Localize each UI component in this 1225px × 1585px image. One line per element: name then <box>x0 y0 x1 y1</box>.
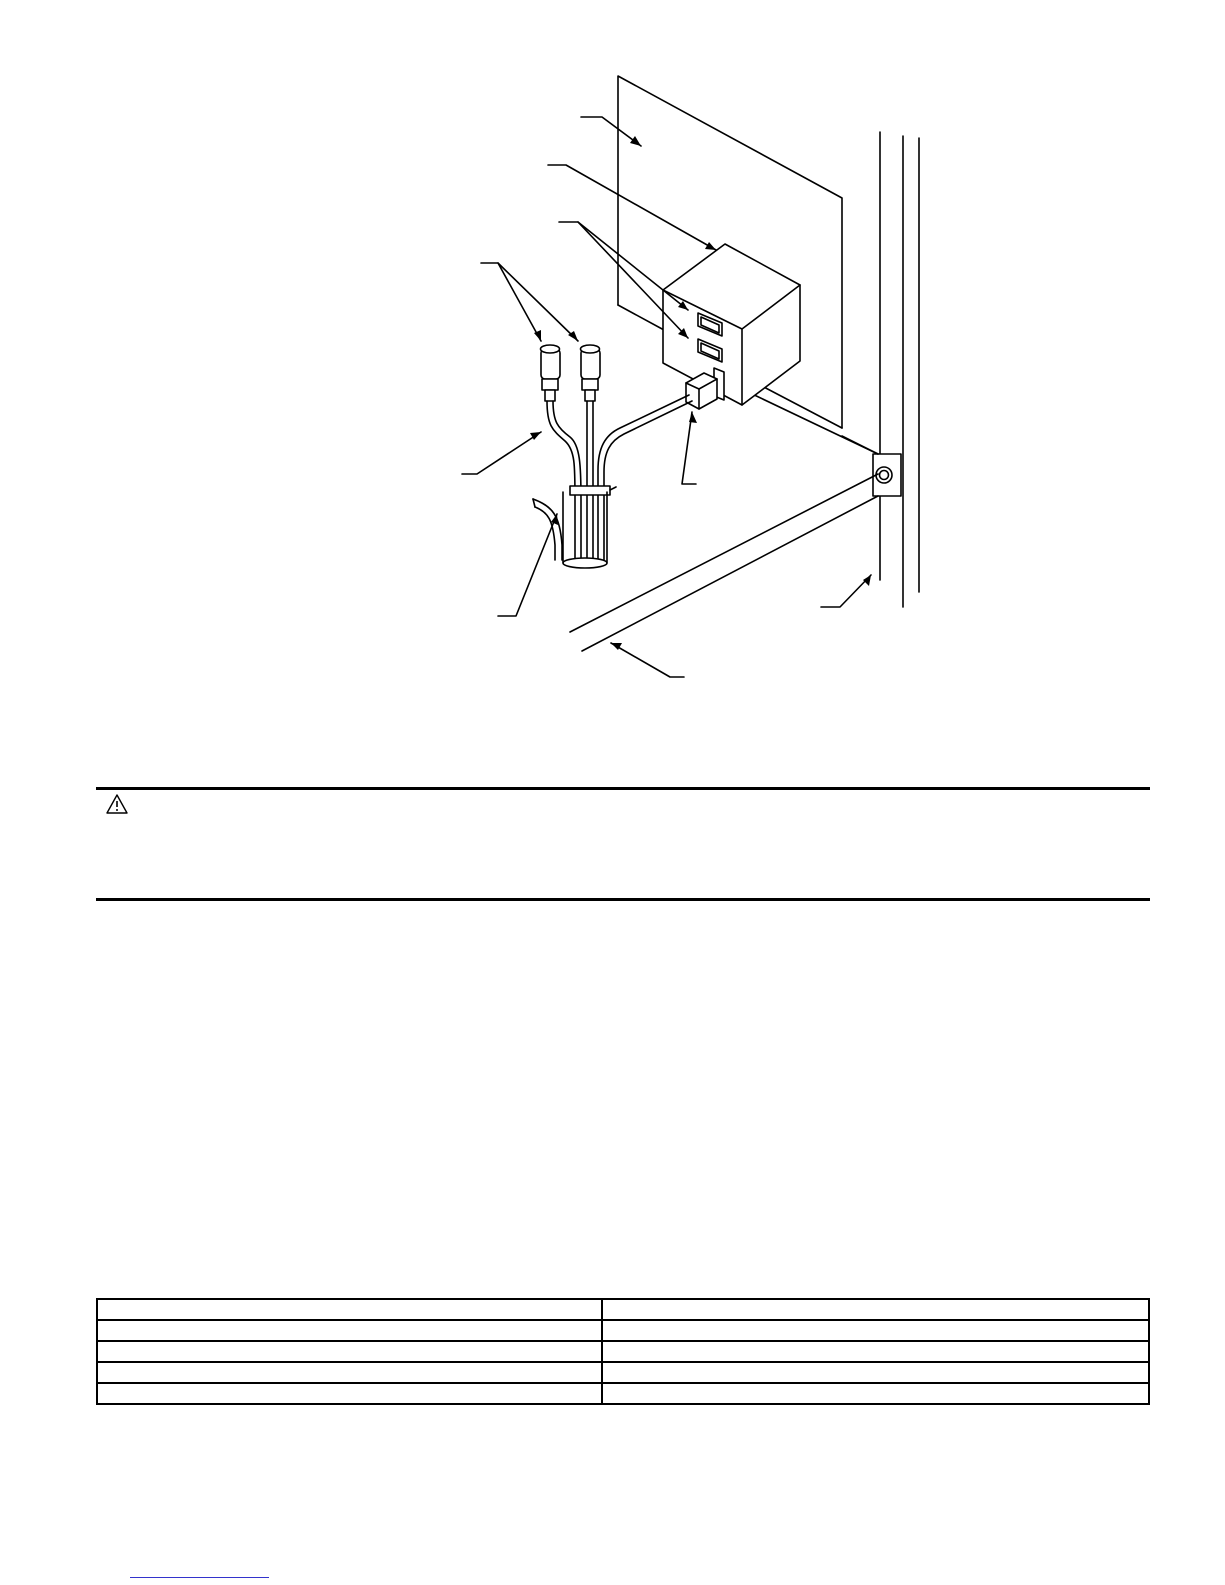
table-cell <box>97 1341 602 1362</box>
installation-diagram <box>0 0 1225 720</box>
warning-block <box>96 787 1150 901</box>
table-cell <box>97 1362 602 1383</box>
footer-link[interactable] <box>130 1577 269 1578</box>
spec-table <box>96 1298 1150 1405</box>
cable-bundle <box>547 395 692 568</box>
table-cell <box>97 1299 602 1320</box>
table-cell <box>602 1320 1149 1341</box>
sensor-caps <box>541 345 601 401</box>
table-cell <box>97 1320 602 1341</box>
table-cell <box>602 1341 1149 1362</box>
leader-lines <box>462 117 871 677</box>
table-row <box>97 1383 1149 1404</box>
table-row <box>97 1320 1149 1341</box>
junction-box <box>663 244 800 405</box>
hose <box>533 499 562 560</box>
table-row <box>97 1362 1149 1383</box>
table-row <box>97 1341 1149 1362</box>
warning-triangle-icon <box>106 794 128 814</box>
table-cell <box>97 1383 602 1404</box>
table-cell <box>602 1383 1149 1404</box>
rail-post <box>873 132 919 607</box>
table-cell <box>602 1362 1149 1383</box>
table-row <box>97 1299 1149 1320</box>
table-cell <box>602 1299 1149 1320</box>
